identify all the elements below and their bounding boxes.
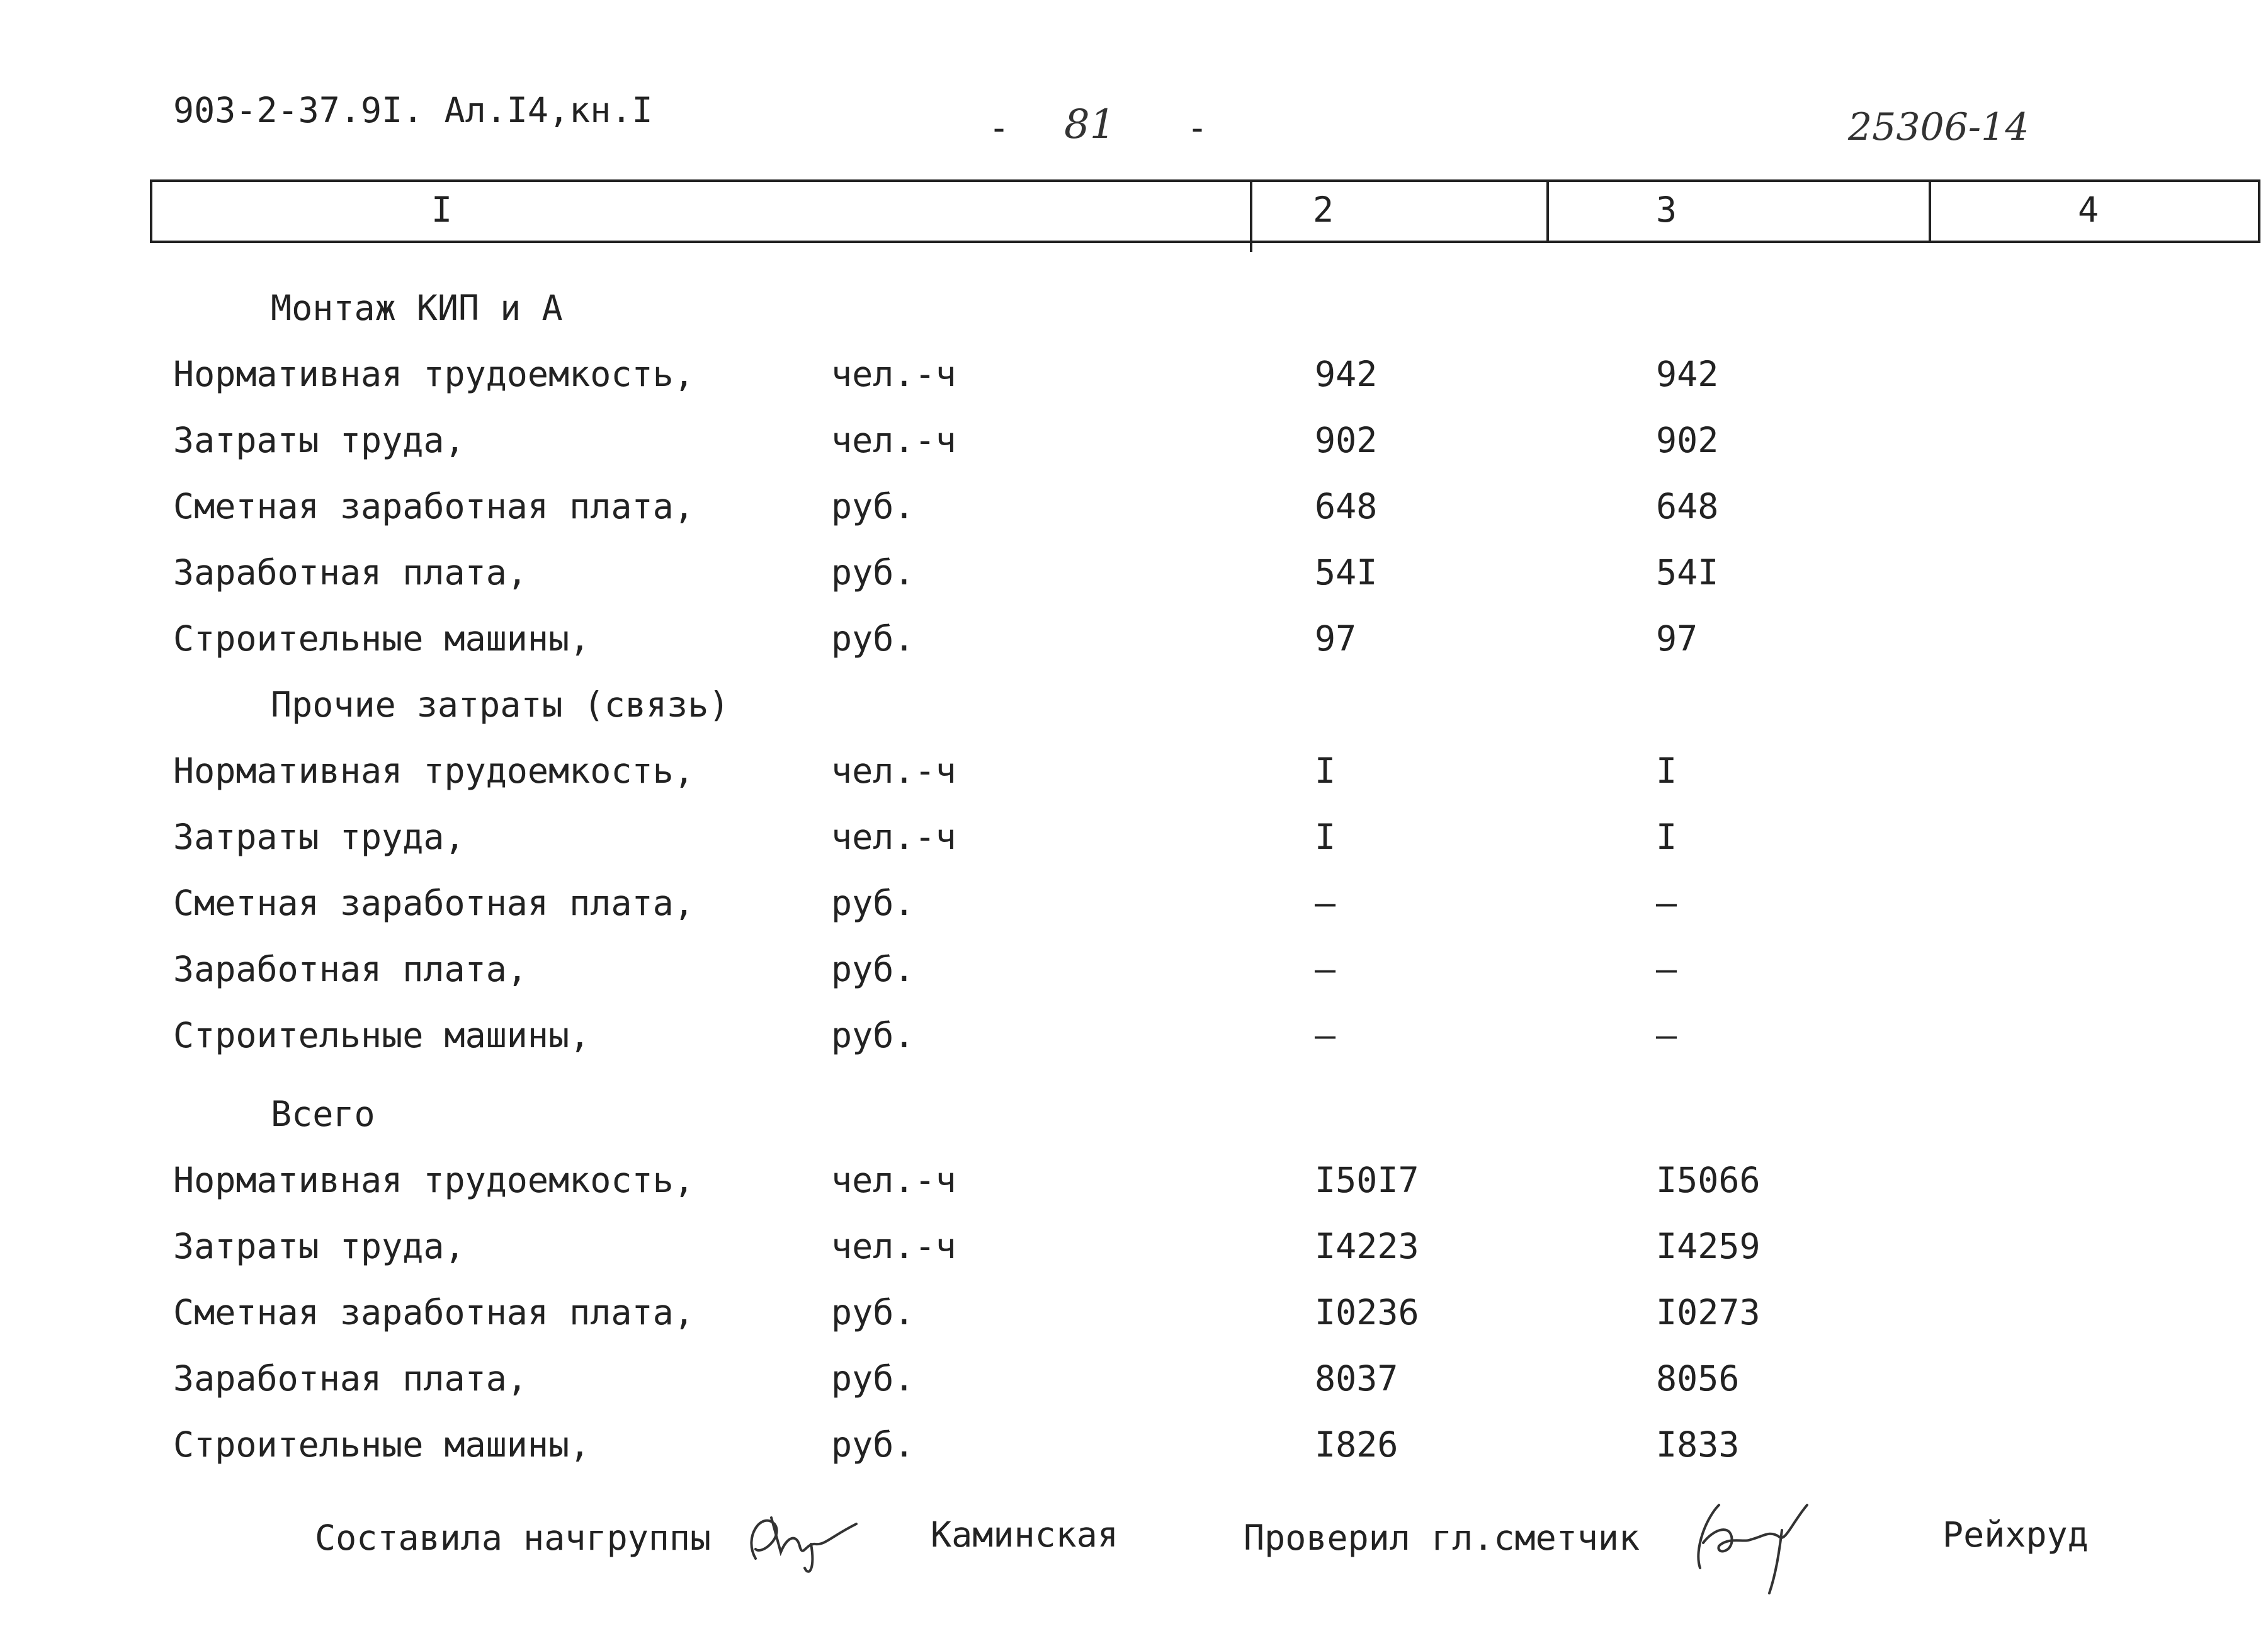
signature-compiler bbox=[737, 1499, 869, 1581]
row-value-col2: 8037 bbox=[1315, 1358, 1398, 1399]
row-label: Сметная заработная плата, bbox=[173, 1292, 695, 1332]
row-label: Строительные машины, bbox=[173, 618, 591, 659]
row-value-col2: – bbox=[1315, 883, 1336, 923]
row-label: Затраты труда, bbox=[173, 817, 465, 857]
row-value-col2: I4223 bbox=[1315, 1226, 1419, 1266]
row-value-col3: I bbox=[1656, 751, 1677, 791]
checked-by-name: Рейхруд bbox=[1942, 1514, 2089, 1555]
row-value-col2: – bbox=[1315, 949, 1336, 989]
row-value-col3: 902 bbox=[1656, 420, 1719, 460]
row-value-col2: I826 bbox=[1315, 1424, 1398, 1465]
row-label: Строительные машины, bbox=[173, 1424, 591, 1465]
row-unit: чел.-ч bbox=[831, 1226, 956, 1266]
row-unit: чел.-ч bbox=[831, 751, 956, 791]
row-value-col3: I833 bbox=[1656, 1424, 1740, 1465]
row-value-col3: I bbox=[1656, 817, 1677, 857]
row-unit: чел.-ч bbox=[831, 354, 956, 394]
row-value-col2: 54I bbox=[1315, 552, 1378, 593]
checked-by-label: Проверил гл.сметчик bbox=[1244, 1518, 1640, 1558]
row-unit: руб. bbox=[831, 552, 915, 593]
signature-checker bbox=[1675, 1492, 1820, 1599]
column-header-1: I bbox=[431, 190, 453, 230]
page-dash-right: - bbox=[1187, 108, 1208, 148]
compiled-by-name: Каминская bbox=[931, 1514, 1119, 1555]
page-dash-left: - bbox=[989, 108, 1010, 148]
row-value-col2: 648 bbox=[1315, 486, 1378, 526]
row-label: Нормативная трудоемкость, bbox=[173, 1160, 695, 1200]
compiled-by-label: Составила начгруппы bbox=[315, 1518, 712, 1558]
row-unit: чел.-ч bbox=[831, 817, 956, 857]
row-value-col3: – bbox=[1656, 1015, 1677, 1055]
row-value-col3: 8056 bbox=[1656, 1358, 1740, 1399]
column-header-2: 2 bbox=[1313, 190, 1334, 230]
row-value-col2: 97 bbox=[1315, 618, 1357, 659]
row-label: Сметная заработная плата, bbox=[173, 486, 695, 526]
row-value-col3: I0273 bbox=[1656, 1292, 1761, 1332]
column-header-3: 3 bbox=[1656, 190, 1677, 230]
row-unit: руб. bbox=[831, 1358, 915, 1399]
row-label: Затраты труда, bbox=[173, 420, 465, 460]
row-label: Заработная плата, bbox=[173, 552, 528, 593]
row-value-col2: – bbox=[1315, 1015, 1336, 1055]
row-unit: чел.-ч bbox=[831, 420, 956, 460]
row-value-col3: 942 bbox=[1656, 354, 1719, 394]
row-label: Нормативная трудоемкость, bbox=[173, 751, 695, 791]
row-unit: руб. bbox=[831, 1015, 915, 1055]
row-unit: руб. bbox=[831, 618, 915, 659]
row-unit: руб. bbox=[831, 1292, 915, 1332]
row-unit: чел.-ч bbox=[831, 1160, 956, 1200]
row-value-col2: I0236 bbox=[1315, 1292, 1419, 1332]
row-value-col2: I bbox=[1315, 751, 1336, 791]
document-code: 903-2-37.9I. Ал.I4,кн.I bbox=[173, 90, 653, 130]
page-number: 81 bbox=[1064, 101, 1116, 148]
row-label: Строительные машины, bbox=[173, 1015, 591, 1055]
row-value-col3: 97 bbox=[1656, 618, 1698, 659]
row-unit: руб. bbox=[831, 1424, 915, 1465]
row-value-col2: I bbox=[1315, 817, 1336, 857]
row-unit: руб. bbox=[831, 486, 915, 526]
row-value-col3: – bbox=[1656, 949, 1677, 989]
row-label: Заработная плата, bbox=[173, 949, 528, 989]
row-unit: руб. bbox=[831, 949, 915, 989]
section-title: Прочие затраты (связь) bbox=[271, 685, 730, 725]
column-header-4: 4 bbox=[2078, 190, 2099, 230]
row-value-col3: I4259 bbox=[1656, 1226, 1761, 1266]
row-label: Затраты труда, bbox=[173, 1226, 465, 1266]
row-label: Сметная заработная плата, bbox=[173, 883, 695, 923]
section-title: Всего bbox=[271, 1094, 375, 1134]
row-value-col2: 942 bbox=[1315, 354, 1378, 394]
row-value-col3: 54I bbox=[1656, 552, 1719, 593]
row-label: Заработная плата, bbox=[173, 1358, 528, 1399]
inventory-number: 25306-14 bbox=[1848, 105, 2029, 149]
row-value-col3: 648 bbox=[1656, 486, 1719, 526]
row-value-col2: 902 bbox=[1315, 420, 1378, 460]
row-unit: руб. bbox=[831, 883, 915, 923]
row-label: Нормативная трудоемкость, bbox=[173, 354, 695, 394]
section-title: Монтаж КИП и А bbox=[271, 288, 563, 328]
row-value-col3: – bbox=[1656, 883, 1677, 923]
row-value-col2: I50I7 bbox=[1315, 1160, 1419, 1200]
row-value-col3: I5066 bbox=[1656, 1160, 1761, 1200]
